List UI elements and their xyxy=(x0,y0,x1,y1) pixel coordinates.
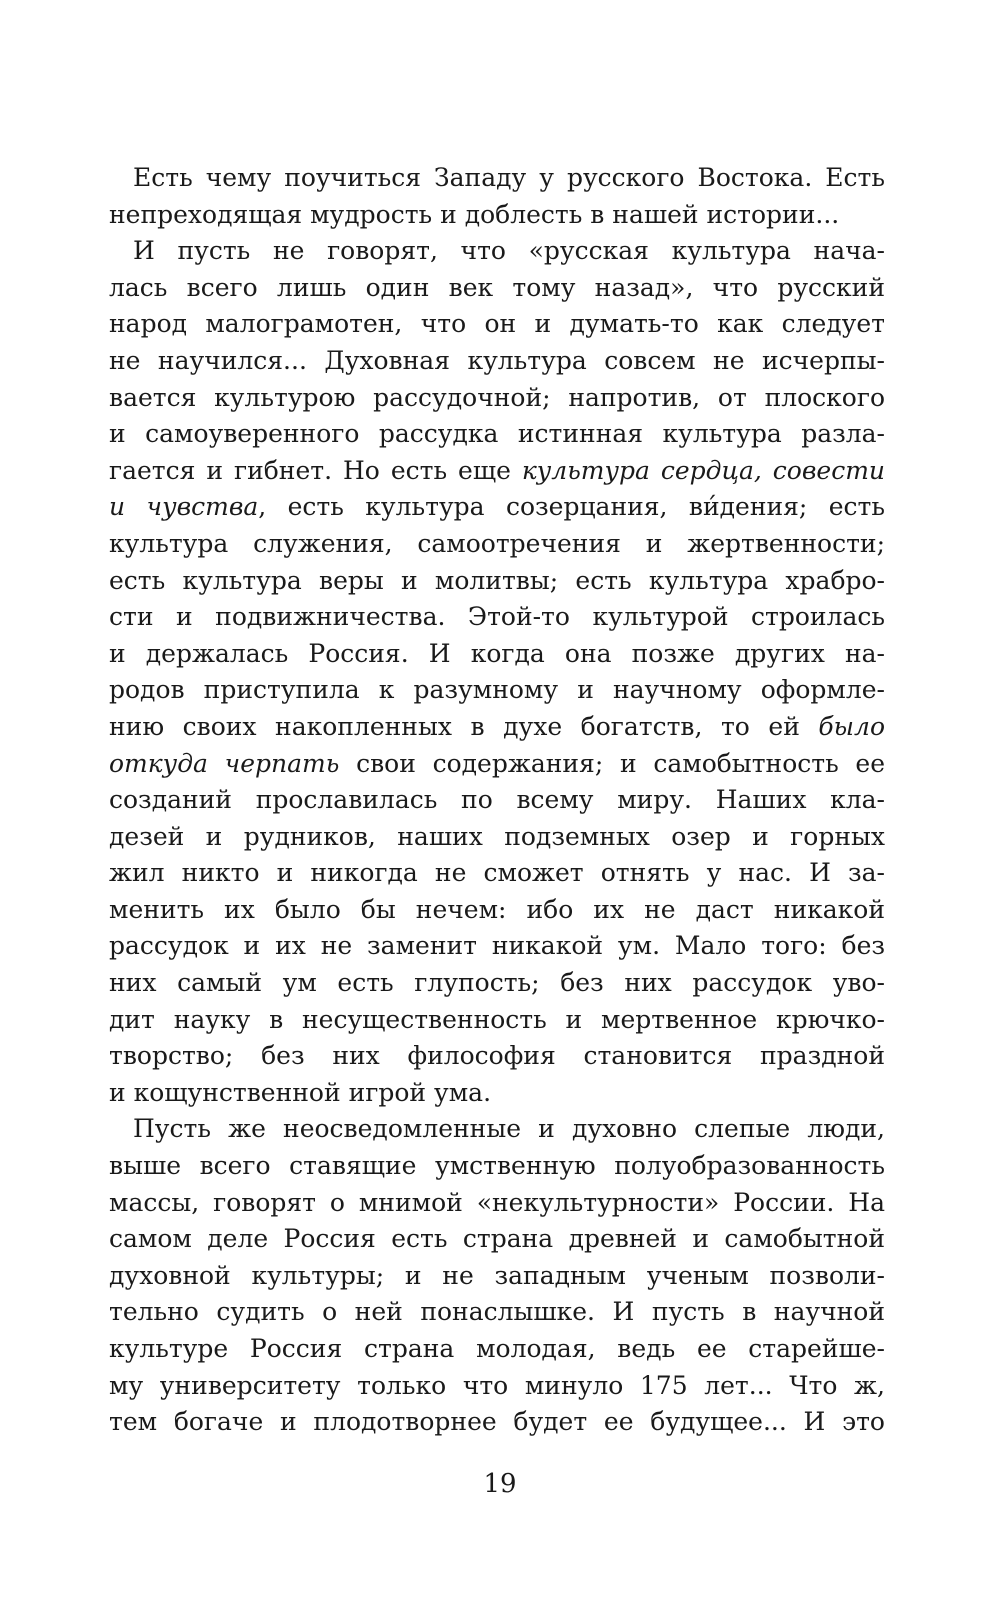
page-body xyxy=(109,160,885,1441)
text-line: менить их было бы нечем: ибо их не даст никакой xyxy=(109,894,885,924)
text-line: тельно судить о ней понаслышке. И пусть в научной xyxy=(109,1297,885,1327)
text-line: духовной культуры; и не западным ученым позволи- xyxy=(109,1260,885,1290)
text-line xyxy=(109,709,885,746)
text-line: лась всего лишь один век тому назад», что русский xyxy=(109,272,885,302)
text-line: творство; без них философия становится праздной xyxy=(109,1041,885,1071)
text-line: му университету только что минуло 175 лет... Что ж, xyxy=(109,1370,885,1400)
text-line: дезей и рудников, наших подземных озер и горных xyxy=(109,821,885,851)
text-line: Пусть же неосведомленные и духовно слепые люди, xyxy=(133,1114,885,1144)
text-line: есть культура веры и молитвы; есть культура храбро- xyxy=(109,565,885,595)
text-line: культура служения, самоотречения и жертвенности; xyxy=(109,528,885,558)
text-line: Есть чему поучиться Западу у русского Востока. Есть xyxy=(133,163,885,192)
text-line: дит науку в несущественность и мертвенное крючко- xyxy=(109,1004,885,1034)
text-run: свои содержания; и самобытность ее xyxy=(339,748,885,778)
text-line: и держалась Россия. И когда она позже других на- xyxy=(109,638,885,668)
page-number: 19 xyxy=(483,1469,517,1499)
text-line: рассудок и их не заменит никакой ум. Мало того: без xyxy=(109,931,885,961)
text-line: самом деле Россия есть страна древней и самобытной xyxy=(109,1224,885,1254)
paragraph-1 xyxy=(109,160,885,233)
text-line: непреходящая мудрость и доблесть в нашей истории... xyxy=(109,199,840,229)
emphasis-text: откуда черпать xyxy=(109,748,340,778)
text-line: и кощунственной игрой ума. xyxy=(109,1077,492,1107)
text-run: нию своих накопленных в духе богатств, то ей xyxy=(109,711,819,741)
text-line: народ малограмотен, что он и думать-то как следует xyxy=(109,309,885,339)
text-run: , есть культура созерцания, ви́дения; есть xyxy=(258,492,885,522)
text-line: культуре Россия страна молодая, ведь ее старейше- xyxy=(109,1334,885,1363)
text-line: родов приступила к разумному и научному оформле- xyxy=(109,675,885,705)
emphasis-text: было xyxy=(818,711,885,741)
text-line: И пусть не говорят, что «русская культура нача- xyxy=(133,236,885,266)
text-line xyxy=(109,489,885,526)
text-line: выше всего ставящие умственную полуобразованность xyxy=(109,1151,885,1181)
text-line: не научился... Духовная культура совсем не исчерпы- xyxy=(109,345,885,375)
text-line xyxy=(109,453,885,490)
text-line: них самый ум есть глупость; без них рассудок уво- xyxy=(109,968,885,998)
text-line: вается культурою рассудочной; напротив, от плоского xyxy=(109,382,885,412)
text-line: тем богаче и плодотворнее будет ее будущее... И это xyxy=(109,1407,885,1437)
paragraph-2 xyxy=(109,233,885,1111)
text-line xyxy=(109,746,885,783)
text-run: гается и гибнет. Но есть еще xyxy=(109,455,522,485)
text-line: жил никто и никогда не сможет отнять у нас. И за- xyxy=(109,858,885,888)
text-line: созданий прославилась по всему миру. Наших кла- xyxy=(109,785,885,815)
emphasis-text: культура сердца, совести xyxy=(521,455,885,485)
text-line: и самоуверенного рассудка истинная культура разла- xyxy=(109,419,885,449)
emphasis-text: и чувства xyxy=(109,492,259,522)
text-line: сти и подвижничества. Этой-то культурой строилась xyxy=(109,602,885,632)
text-line: массы, говорят о мнимой «некультурности» России. На xyxy=(109,1187,885,1217)
paragraph-3 xyxy=(109,1111,885,1440)
